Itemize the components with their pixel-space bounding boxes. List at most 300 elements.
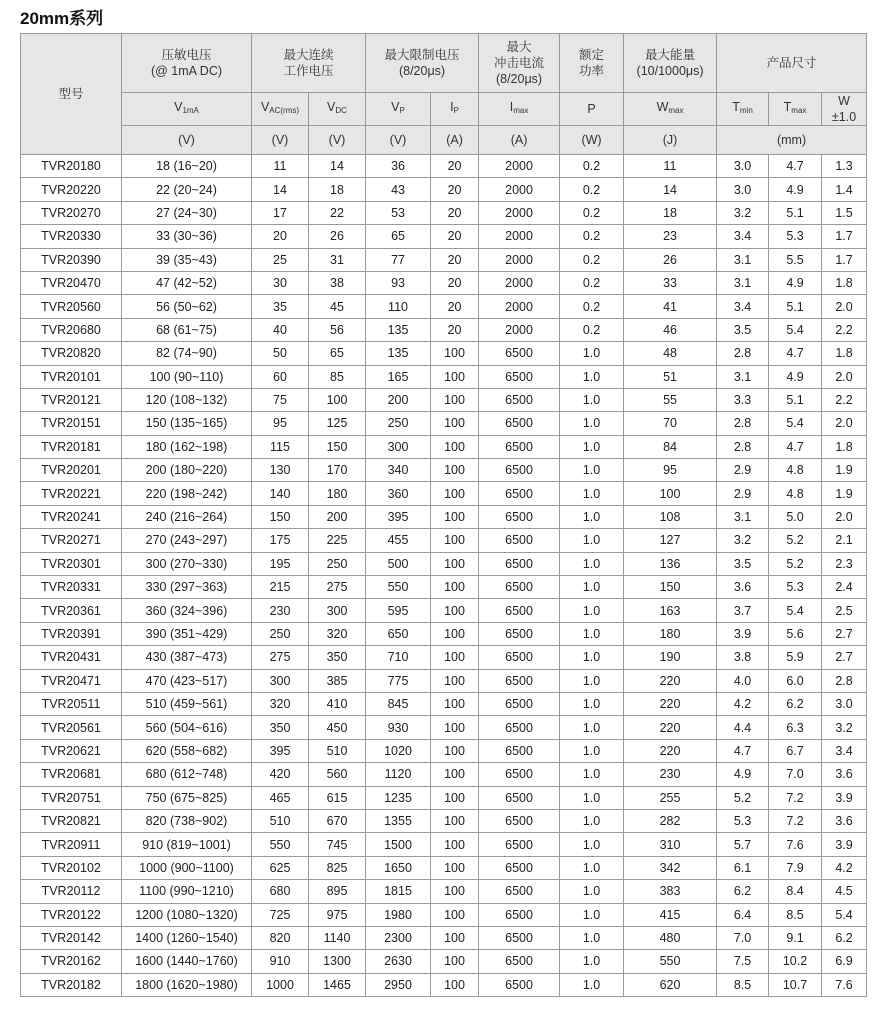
cell-tmax: 5.1: [769, 201, 822, 224]
cell-vdc: 450: [309, 716, 366, 739]
table-row: [21, 646, 867, 669]
table-header: [21, 34, 867, 155]
cell-energy: 180: [624, 622, 717, 645]
cell-w: 2.4: [822, 576, 867, 599]
cell-vp: 360: [366, 482, 431, 505]
cell-energy: 550: [624, 950, 717, 973]
cell-varistor-voltage: 820 (738~902): [122, 809, 252, 832]
cell-power: 0.2: [560, 295, 624, 318]
cell-w: 1.8: [822, 435, 867, 458]
cell-vp: 2300: [366, 926, 431, 949]
cell-varistor-voltage: 470 (423~517): [122, 669, 252, 692]
cell-vdc: 38: [309, 271, 366, 294]
cell-power: 1.0: [560, 622, 624, 645]
cell-vp: 2630: [366, 950, 431, 973]
cell-w: 3.2: [822, 716, 867, 739]
cell-tmax: 8.5: [769, 903, 822, 926]
cell-tmax: 5.2: [769, 552, 822, 575]
cell-varistor-voltage: 910 (819~1001): [122, 833, 252, 856]
cell-power: 0.2: [560, 318, 624, 341]
cell-imax: 6500: [479, 435, 560, 458]
cell-varistor-voltage: 120 (108~132): [122, 388, 252, 411]
cell-vac: 395: [252, 739, 309, 762]
cell-vdc: 1140: [309, 926, 366, 949]
cell-ip: 100: [431, 342, 479, 365]
cell-vdc: 85: [309, 365, 366, 388]
cell-varistor-voltage: 18 (16~20): [122, 155, 252, 178]
cell-vp: 340: [366, 459, 431, 482]
cell-vdc: 385: [309, 669, 366, 692]
cell-tmin: 2.8: [717, 342, 769, 365]
cell-vp: 395: [366, 505, 431, 528]
cell-vdc: 320: [309, 622, 366, 645]
cell-model: TVR20221: [21, 482, 122, 505]
cell-tmax: 7.2: [769, 786, 822, 809]
cell-power: 0.2: [560, 248, 624, 271]
cell-vac: 140: [252, 482, 309, 505]
cell-energy: 150: [624, 576, 717, 599]
cell-energy: 23: [624, 225, 717, 248]
cell-power: 1.0: [560, 552, 624, 575]
cell-model: TVR20680: [21, 318, 122, 341]
cell-w: 2.7: [822, 622, 867, 645]
header-max-surge-current: 最大 冲击电流 (8/20μs): [479, 34, 560, 93]
cell-power: 1.0: [560, 459, 624, 482]
cell-energy: 14: [624, 178, 717, 201]
cell-imax: 6500: [479, 856, 560, 879]
cell-varistor-voltage: 430 (387~473): [122, 646, 252, 669]
cell-model: TVR20180: [21, 155, 122, 178]
cell-model: TVR20561: [21, 716, 122, 739]
cell-imax: 6500: [479, 739, 560, 762]
cell-w: 1.9: [822, 482, 867, 505]
cell-vdc: 65: [309, 342, 366, 365]
cell-tmin: 3.7: [717, 599, 769, 622]
cell-varistor-voltage: 56 (50~62): [122, 295, 252, 318]
cell-ip: 100: [431, 880, 479, 903]
cell-model: TVR20270: [21, 201, 122, 224]
cell-tmin: 2.9: [717, 482, 769, 505]
cell-energy: 51: [624, 365, 717, 388]
cell-varistor-voltage: 1400 (1260~1540): [122, 926, 252, 949]
table-row: [21, 763, 867, 786]
cell-imax: 6500: [479, 482, 560, 505]
cell-tmin: 4.4: [717, 716, 769, 739]
table-row: [21, 435, 867, 458]
cell-ip: 100: [431, 692, 479, 715]
cell-model: TVR20220: [21, 178, 122, 201]
cell-w: 2.7: [822, 646, 867, 669]
cell-w: 2.0: [822, 365, 867, 388]
cell-w: 2.2: [822, 318, 867, 341]
cell-imax: 2000: [479, 248, 560, 271]
cell-vdc: 895: [309, 880, 366, 903]
table-row: [21, 552, 867, 575]
cell-model: TVR20681: [21, 763, 122, 786]
cell-model: TVR20820: [21, 342, 122, 365]
cell-vp: 1235: [366, 786, 431, 809]
cell-vdc: 1465: [309, 973, 366, 996]
cell-vp: 110: [366, 295, 431, 318]
cell-energy: 55: [624, 388, 717, 411]
cell-varistor-voltage: 1800 (1620~1980): [122, 973, 252, 996]
cell-vdc: 200: [309, 505, 366, 528]
cell-ip: 20: [431, 178, 479, 201]
table-row: [21, 178, 867, 201]
cell-vac: 150: [252, 505, 309, 528]
cell-tmin: 6.2: [717, 880, 769, 903]
cell-w: 2.5: [822, 599, 867, 622]
cell-vac: 75: [252, 388, 309, 411]
cell-tmax: 7.9: [769, 856, 822, 879]
cell-vac: 25: [252, 248, 309, 271]
cell-model: TVR20201: [21, 459, 122, 482]
cell-tmin: 4.0: [717, 669, 769, 692]
cell-tmax: 4.9: [769, 365, 822, 388]
cell-vac: 820: [252, 926, 309, 949]
cell-model: TVR20471: [21, 669, 122, 692]
cell-ip: 100: [431, 926, 479, 949]
cell-imax: 2000: [479, 295, 560, 318]
cell-ip: 100: [431, 576, 479, 599]
table-row: [21, 482, 867, 505]
cell-ip: 100: [431, 739, 479, 762]
table-row: [21, 739, 867, 762]
cell-w: 5.4: [822, 903, 867, 926]
cell-tmin: 4.7: [717, 739, 769, 762]
table-row: [21, 669, 867, 692]
cell-vac: 35: [252, 295, 309, 318]
cell-ip: 100: [431, 505, 479, 528]
cell-imax: 6500: [479, 599, 560, 622]
cell-power: 0.2: [560, 271, 624, 294]
cell-tmin: 6.1: [717, 856, 769, 879]
cell-vac: 11: [252, 155, 309, 178]
cell-power: 1.0: [560, 646, 624, 669]
cell-varistor-voltage: 22 (20~24): [122, 178, 252, 201]
cell-tmin: 3.1: [717, 271, 769, 294]
cell-tmax: 4.9: [769, 178, 822, 201]
cell-w: 3.6: [822, 809, 867, 832]
cell-vac: 250: [252, 622, 309, 645]
cell-vp: 300: [366, 435, 431, 458]
cell-vac: 550: [252, 833, 309, 856]
cell-imax: 6500: [479, 833, 560, 856]
cell-varistor-voltage: 240 (216~264): [122, 505, 252, 528]
symbol-vac: $V_{AC(rms)}$: [252, 93, 309, 126]
cell-tmin: 3.0: [717, 155, 769, 178]
page-title: 20mm系列: [20, 9, 104, 28]
cell-vdc: 300: [309, 599, 366, 622]
cell-tmax: 5.3: [769, 225, 822, 248]
cell-tmin: 3.5: [717, 552, 769, 575]
cell-energy: 383: [624, 880, 717, 903]
cell-power: 0.2: [560, 225, 624, 248]
cell-tmin: 7.5: [717, 950, 769, 973]
cell-energy: 255: [624, 786, 717, 809]
cell-varistor-voltage: 680 (612~748): [122, 763, 252, 786]
cell-vp: 250: [366, 412, 431, 435]
cell-energy: 220: [624, 669, 717, 692]
table-row: [21, 365, 867, 388]
cell-imax: 6500: [479, 505, 560, 528]
cell-power: 1.0: [560, 529, 624, 552]
cell-ip: 100: [431, 903, 479, 926]
cell-vac: 275: [252, 646, 309, 669]
cell-varistor-voltage: 390 (351~429): [122, 622, 252, 645]
cell-ip: 100: [431, 950, 479, 973]
cell-power: 1.0: [560, 669, 624, 692]
cell-varistor-voltage: 330 (297~363): [122, 576, 252, 599]
cell-power: 1.0: [560, 926, 624, 949]
cell-vdc: 22: [309, 201, 366, 224]
cell-imax: 6500: [479, 576, 560, 599]
cell-model: TVR20162: [21, 950, 122, 973]
cell-varistor-voltage: 1600 (1440~1760): [122, 950, 252, 973]
cell-vp: 1650: [366, 856, 431, 879]
cell-tmin: 3.9: [717, 622, 769, 645]
unit-ip: (A): [431, 126, 479, 155]
cell-tmax: 4.7: [769, 155, 822, 178]
cell-w: 6.2: [822, 926, 867, 949]
cell-tmax: 5.6: [769, 622, 822, 645]
cell-vdc: 14: [309, 155, 366, 178]
cell-imax: 6500: [479, 950, 560, 973]
cell-energy: 18: [624, 201, 717, 224]
cell-tmax: 4.7: [769, 435, 822, 458]
symbol-vp: $V_P$: [366, 93, 431, 126]
cell-imax: 6500: [479, 459, 560, 482]
cell-imax: 6500: [479, 880, 560, 903]
cell-vp: 65: [366, 225, 431, 248]
cell-vac: 50: [252, 342, 309, 365]
cell-ip: 20: [431, 225, 479, 248]
cell-energy: 127: [624, 529, 717, 552]
cell-ip: 100: [431, 833, 479, 856]
unit-vp: (V): [366, 126, 431, 155]
cell-tmin: 3.3: [717, 388, 769, 411]
cell-vp: 43: [366, 178, 431, 201]
cell-tmin: 4.2: [717, 692, 769, 715]
cell-tmax: 5.3: [769, 576, 822, 599]
cell-tmin: 7.0: [717, 926, 769, 949]
cell-tmin: 2.8: [717, 435, 769, 458]
cell-ip: 20: [431, 271, 479, 294]
symbol-vdc: $V_{DC}$: [309, 93, 366, 126]
cell-energy: 136: [624, 552, 717, 575]
cell-vac: 40: [252, 318, 309, 341]
spec-table: [20, 33, 867, 997]
cell-w: 2.2: [822, 388, 867, 411]
cell-model: TVR20142: [21, 926, 122, 949]
cell-vac: 14: [252, 178, 309, 201]
cell-ip: 100: [431, 529, 479, 552]
cell-power: 1.0: [560, 388, 624, 411]
cell-w: 1.3: [822, 155, 867, 178]
table-row: [21, 388, 867, 411]
unit-vdc: (V): [309, 126, 366, 155]
cell-tmin: 8.5: [717, 973, 769, 996]
cell-energy: 282: [624, 809, 717, 832]
cell-w: 2.3: [822, 552, 867, 575]
cell-ip: 100: [431, 973, 479, 996]
cell-energy: 620: [624, 973, 717, 996]
cell-vdc: 100: [309, 388, 366, 411]
table-row: [21, 622, 867, 645]
cell-w: 7.6: [822, 973, 867, 996]
cell-varistor-voltage: 27 (24~30): [122, 201, 252, 224]
cell-vdc: 975: [309, 903, 366, 926]
cell-varistor-voltage: 560 (504~616): [122, 716, 252, 739]
cell-tmin: 4.9: [717, 763, 769, 786]
cell-ip: 100: [431, 388, 479, 411]
cell-power: 1.0: [560, 505, 624, 528]
cell-tmax: 6.3: [769, 716, 822, 739]
cell-vac: 175: [252, 529, 309, 552]
table-row: [21, 576, 867, 599]
cell-vp: 165: [366, 365, 431, 388]
cell-tmax: 4.9: [769, 271, 822, 294]
cell-vp: 710: [366, 646, 431, 669]
cell-tmin: 3.1: [717, 248, 769, 271]
cell-varistor-voltage: 33 (30~36): [122, 225, 252, 248]
cell-varistor-voltage: 1100 (990~1210): [122, 880, 252, 903]
cell-imax: 2000: [479, 178, 560, 201]
table-row: [21, 248, 867, 271]
cell-power: 1.0: [560, 809, 624, 832]
cell-vac: 680: [252, 880, 309, 903]
cell-energy: 220: [624, 716, 717, 739]
cell-vp: 53: [366, 201, 431, 224]
cell-ip: 100: [431, 412, 479, 435]
cell-vp: 1020: [366, 739, 431, 762]
cell-vac: 320: [252, 692, 309, 715]
cell-w: 2.8: [822, 669, 867, 692]
cell-vac: 195: [252, 552, 309, 575]
cell-imax: 6500: [479, 529, 560, 552]
cell-energy: 108: [624, 505, 717, 528]
cell-w: 1.7: [822, 248, 867, 271]
table-body: [21, 155, 867, 997]
cell-w: 2.0: [822, 295, 867, 318]
cell-tmax: 5.5: [769, 248, 822, 271]
cell-vdc: 18: [309, 178, 366, 201]
cell-vp: 455: [366, 529, 431, 552]
cell-tmin: 3.4: [717, 225, 769, 248]
cell-w: 2.1: [822, 529, 867, 552]
cell-tmax: 4.8: [769, 459, 822, 482]
cell-model: TVR20121: [21, 388, 122, 411]
cell-imax: 6500: [479, 809, 560, 832]
cell-tmin: 3.1: [717, 365, 769, 388]
cell-vac: 510: [252, 809, 309, 832]
cell-w: 3.9: [822, 786, 867, 809]
cell-vdc: 180: [309, 482, 366, 505]
cell-vp: 2950: [366, 973, 431, 996]
cell-model: TVR20122: [21, 903, 122, 926]
cell-vdc: 350: [309, 646, 366, 669]
cell-vdc: 125: [309, 412, 366, 435]
cell-vp: 36: [366, 155, 431, 178]
cell-vac: 1000: [252, 973, 309, 996]
table-row: [21, 903, 867, 926]
cell-energy: 70: [624, 412, 717, 435]
table-row: [21, 786, 867, 809]
cell-ip: 20: [431, 248, 479, 271]
cell-tmin: 5.3: [717, 809, 769, 832]
cell-tmax: 5.9: [769, 646, 822, 669]
cell-ip: 100: [431, 809, 479, 832]
cell-energy: 415: [624, 903, 717, 926]
cell-tmax: 5.1: [769, 295, 822, 318]
cell-power: 1.0: [560, 786, 624, 809]
table-row: [21, 926, 867, 949]
unit-imax: (A): [479, 126, 560, 155]
cell-model: TVR20301: [21, 552, 122, 575]
symbol-v1ma: $V_{1mA}$: [122, 93, 252, 126]
cell-tmin: 3.6: [717, 576, 769, 599]
cell-vac: 230: [252, 599, 309, 622]
cell-w: 3.9: [822, 833, 867, 856]
cell-vp: 845: [366, 692, 431, 715]
cell-ip: 100: [431, 669, 479, 692]
header-model: 型号: [21, 34, 122, 155]
cell-power: 1.0: [560, 716, 624, 739]
symbol-wmax: $W_{max}$: [624, 93, 717, 126]
table-row: [21, 716, 867, 739]
cell-vp: 595: [366, 599, 431, 622]
cell-w: 1.7: [822, 225, 867, 248]
cell-model: TVR20911: [21, 833, 122, 856]
cell-varistor-voltage: 620 (558~682): [122, 739, 252, 762]
table-row: [21, 342, 867, 365]
symbol-imax: $I_{max}$: [479, 93, 560, 126]
cell-tmin: 5.2: [717, 786, 769, 809]
cell-tmax: 5.4: [769, 412, 822, 435]
cell-vp: 135: [366, 342, 431, 365]
cell-power: 1.0: [560, 903, 624, 926]
cell-vp: 1815: [366, 880, 431, 903]
cell-imax: 6500: [479, 388, 560, 411]
cell-power: 1.0: [560, 763, 624, 786]
cell-w: 3.6: [822, 763, 867, 786]
cell-imax: 2000: [479, 271, 560, 294]
cell-imax: 6500: [479, 903, 560, 926]
header-rated-power: 额定 功率: [560, 34, 624, 93]
table-row: [21, 201, 867, 224]
cell-vdc: 825: [309, 856, 366, 879]
cell-vp: 77: [366, 248, 431, 271]
cell-vdc: 31: [309, 248, 366, 271]
cell-energy: 41: [624, 295, 717, 318]
cell-tmin: 3.1: [717, 505, 769, 528]
cell-vp: 775: [366, 669, 431, 692]
cell-tmax: 4.7: [769, 342, 822, 365]
table-row: [21, 599, 867, 622]
cell-vp: 650: [366, 622, 431, 645]
table-row: [21, 505, 867, 528]
cell-tmin: 3.4: [717, 295, 769, 318]
cell-vac: 115: [252, 435, 309, 458]
table-row: [21, 318, 867, 341]
cell-model: TVR20391: [21, 622, 122, 645]
cell-vp: 1980: [366, 903, 431, 926]
cell-vac: 625: [252, 856, 309, 879]
unit-vac: (V): [252, 126, 309, 155]
cell-imax: 6500: [479, 692, 560, 715]
cell-vdc: 250: [309, 552, 366, 575]
cell-power: 1.0: [560, 950, 624, 973]
